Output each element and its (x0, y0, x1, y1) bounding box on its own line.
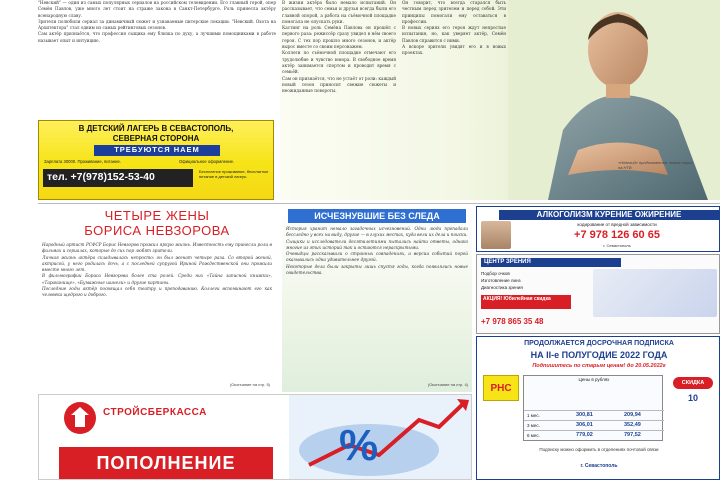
horizontal-divider (38, 203, 720, 204)
subscription-line3: Подпишитесь по старым ценам! до 20.05.2022г (532, 363, 666, 369)
table-row (524, 420, 664, 430)
article-title-line2: БОРИСА НЕВЗОРОВА (84, 223, 230, 238)
optics-ad-graphic (593, 269, 717, 317)
actor-photo (508, 0, 720, 200)
percent-glyph: % (339, 421, 379, 470)
subscription-ad[interactable] (476, 336, 720, 480)
paragraph: Некоторые дела были закрыты лишь спустя годы, когда появлялись новые свидетельства. (286, 263, 468, 276)
optics-ad-line: Диагностика зрения (481, 285, 523, 290)
row-label: 1 мес. (527, 413, 540, 418)
index-label: 10 (687, 393, 698, 403)
paragraph: А вскоре зрители увидят его и в новых проектах. (402, 44, 506, 56)
paragraph: Последние годы актёр посвящал себя театру и преподаванию. Коллеги вспоминают его как человека щедрого и доброго. (42, 286, 272, 298)
paragraph: В новых сериях его героя ждут непростые испытания, но, как уверяет актёр, Семён Павлов справится с ними. (402, 25, 506, 43)
discount-badge: СКИДКА (673, 377, 713, 389)
row-label: 3 мес. (527, 423, 540, 428)
price-table (523, 375, 663, 441)
paragraph: Он говорит, что всегда старался быть честным перед зрителем и перед собой. Эти принципы помогали ему оставаться в профессии. (402, 0, 506, 24)
nevzorov-article (38, 206, 276, 392)
paragraph: Коллеги по съёмочной площадке отмечают его трудолюбие и чувство юмора. В свободное время актёр занимается спортом и проводит время с семьёй. (282, 50, 396, 75)
optics-ad-line: Изготовление линз (481, 278, 521, 283)
rns-logo: РНС (483, 375, 519, 401)
row-value: 306,01 (576, 422, 593, 428)
disappeared-article (282, 206, 472, 392)
optics-ad-title: ЦЕНТР ЗРЕНИЯ (481, 258, 621, 267)
paragraph: В жизни актёра было немало испытаний. Он рассказывает, что семья и друзья всегда были его главной опорой, а работа на съёмочной площадке помогала не опускать руки. (282, 0, 396, 24)
paragraph: Сам он признаётся, что не устаёт от роли: каждый новый сезон приносит свежие сюжеты и неожиданные повороты. (282, 75, 396, 94)
camp-ad-note: Бесплатное проживание, бесплатное питание в детский лагерь (199, 169, 269, 179)
row-value: 209,94 (624, 412, 641, 418)
optics-ad[interactable] (476, 254, 720, 334)
bank-logo-icon (63, 401, 97, 435)
paragraph: История хранит немало загадочных исчезновений. Одни люди пропадали бесследно у всех на виду, другие — в глухих местах, куда вели их дела и поиски. (286, 226, 468, 238)
alco-ad-subtitle: кодирование от вредной зависимости (577, 222, 657, 227)
article-body (286, 226, 468, 380)
alco-ad-title: АЛКОГОЛИЗМ КУРЕНИЕ ОЖИРЕНИЕ (499, 210, 719, 220)
camp-ad[interactable] (38, 120, 274, 200)
row-label: 6 мес. (527, 433, 540, 438)
optics-ad-promo: АКЦИЯ! Юбилейная скидка (481, 295, 571, 309)
alco-ad-phone[interactable]: +7 978 126 60 65 (574, 229, 660, 241)
paragraph: "Невский" — один из самых популярных сериалов на российском телевидении. Его главный герой, опер Семён Павлов, уже много лет стоит на страже закона в Санкт-Петербурге. Роль принесла актёру всенародную славу. (38, 0, 276, 18)
continued-note[interactable]: (Окончание на стр. 4) (427, 382, 468, 387)
table-header: Цены в рублях (578, 377, 610, 382)
camp-ad-info-left: Зарплата 30000. Проживание, питание. (44, 159, 121, 164)
middle-article (282, 0, 396, 200)
article-body (42, 242, 272, 382)
paragraph: Сыщики и исследователи десятилетиями пытались найти ответы, однако многие из этих историй так и остаются нераскрытыми. (286, 238, 468, 250)
subscription-footer: г. Севастополь (580, 463, 618, 469)
paragraph: Сам актёр признаётся, что профессия сыщика ему близка по духу, а лучшими помощниками в работе называет опыт и интуицию. (38, 31, 276, 43)
row-value: 300,81 (576, 412, 593, 418)
bank-ad[interactable] (38, 394, 472, 480)
camp-ad-line3: ТРЕБУЮТСЯ НАЕМ (94, 145, 220, 156)
top-left-article (38, 0, 276, 120)
paragraph: Личная жизнь актёра складывалась непросто: он был женат четыре раза. Со второй женой, актрисой, у него родилась дочь, а с последней супругой Ириной Рождественской они прожили вместе много лет. (42, 254, 272, 273)
continued-note[interactable]: (Окончание на стр. 5) (229, 382, 270, 387)
row-value: 779,02 (576, 432, 593, 438)
right-article (402, 0, 506, 160)
optics-ad-phone[interactable]: +7 978 865 35 48 (481, 317, 544, 326)
table-row (524, 410, 664, 420)
bank-slogan: ПОПОЛНЕНИЕ (59, 447, 273, 479)
alco-ad[interactable] (476, 206, 720, 252)
paragraph: Кастинг на роль Семёна Павлова он прошёл с первого раза: режиссёр сразу увидел в нём своего героя. С тех пор прошло много сезонов, и актёр вырос вместе со своим персонажем. (282, 25, 396, 50)
row-value: 352,49 (624, 422, 641, 428)
alco-ad-address: г. Севастополь (603, 243, 631, 248)
camp-ad-phone[interactable]: тел. +7(978)152-53-40 (43, 169, 193, 187)
bank-brand: СТРОЙСБЕРКАССА (103, 407, 207, 418)
row-value: 797,52 (624, 432, 641, 438)
table-row (524, 430, 664, 440)
camp-ad-line2: СЕВЕРНАЯ СТОРОНА (112, 134, 200, 143)
camp-ad-line1: В ДЕТСКИЙ ЛАГЕРЬ В СЕВАСТОПОЛЬ, (78, 124, 234, 133)
percent-graphic (289, 395, 472, 480)
article-title-line1: ЧЕТЫРЕ ЖЕНЫ (104, 208, 210, 223)
paragraph: Народный артист РСФСР Борис Невзоров прожил яркую жизнь. Известность ему принесли роли в фильмах и сериалах, которые до сих пор любят зрители. (42, 242, 272, 254)
camp-ad-info-right: Официальное оформление. (179, 159, 235, 164)
paragraph: Очевидцы рассказывали о странных совпадениях, а версии событий порой оказывались одна удивительнее другой. (286, 251, 468, 263)
subscription-line2: НА II-е ПОЛУГОДИЕ 2022 ГОДА (530, 350, 668, 360)
subscription-note: Подписку можно оформить в отделениях почтовой связи (539, 447, 659, 452)
optics-ad-line: Подбор очков (481, 271, 510, 276)
doctor-photo (481, 221, 511, 249)
paragraph: Зрители полюбили сериал за динамичный сюжет и узнаваемые питерские локации. "Невский. Охота на Архитектора" стал одним из самых рейтинговых сезонов. (38, 18, 276, 31)
paragraph: В фильмографии Бориса Невзорова более ста ролей. Среди них «Тайна записной книжки», «Тараканище», «Бумажные шинели» и другие картины. (42, 273, 272, 285)
subscription-line1: ПРОДОЛЖАЕТСЯ ДОСРОЧНАЯ ПОДПИСКА (524, 340, 674, 347)
article-title: ИСЧЕЗНУВШИЕ БЕЗ СЛЕДА (288, 209, 466, 223)
photo-caption: «Невский» продолжается: новые серии на НТВ (618, 160, 693, 170)
